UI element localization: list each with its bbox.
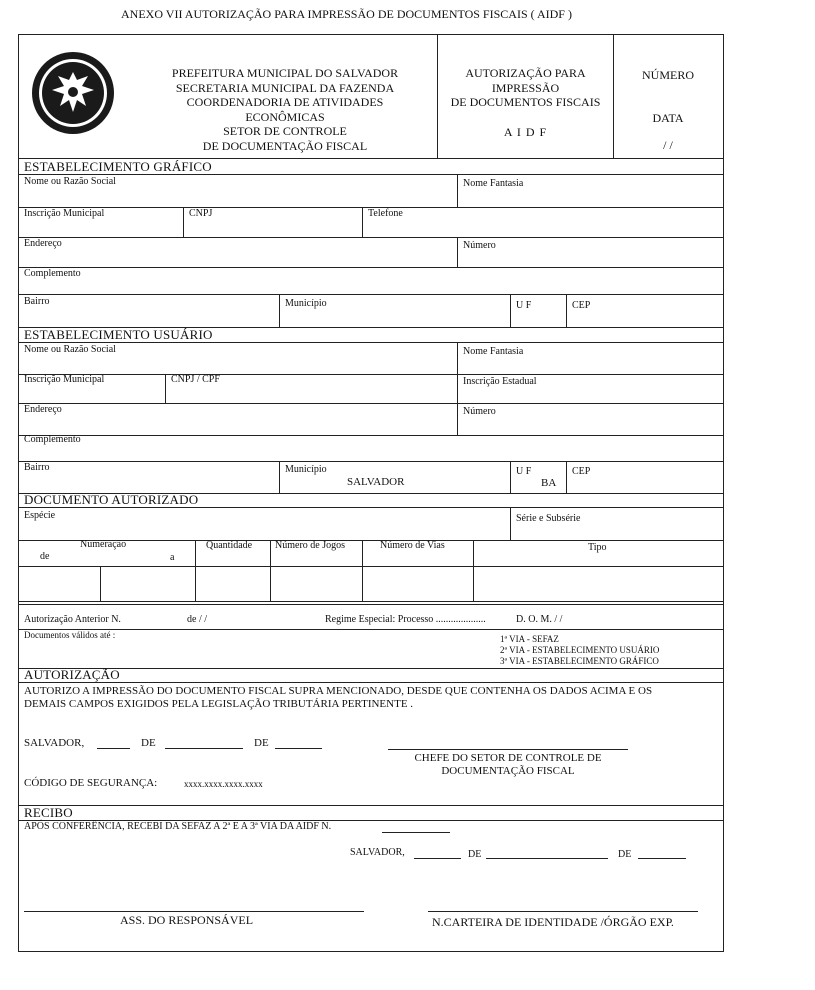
section-recibo-title: RECIBO: [24, 805, 73, 820]
via-1: 1ª VIA - SEFAZ: [500, 634, 559, 644]
divider: [510, 461, 511, 493]
documento-quantidade-label: Quantidade: [206, 540, 253, 551]
divider: [457, 174, 458, 207]
usuario-bairro-label: Bairro: [24, 462, 50, 473]
divider: [165, 374, 166, 403]
section-grafico-title: ESTABELECIMENTO GRÁFICO: [24, 159, 212, 174]
usuario-municipio-label: Município: [285, 464, 327, 475]
numero-label: NÚMERO: [641, 68, 694, 82]
divider: [18, 601, 723, 602]
grafico-inscricao-label: Inscrição Municipal: [24, 208, 105, 219]
usuario-numero-label: Número: [463, 406, 496, 417]
codigo-value: xxxx.xxxx.xxxx.xxxx: [184, 779, 263, 789]
divider: [18, 805, 723, 806]
divider: [362, 207, 363, 237]
usuario-fantasia-label: Nome Fantasia: [463, 346, 524, 357]
auth-block: [438, 66, 613, 110]
via-2: 2ª VIA - ESTABELECIMENTO USUÁRIO: [500, 645, 660, 655]
grafico-bairro-label: Bairro: [24, 296, 50, 307]
org-line: SETOR DE CONTROLE: [223, 124, 347, 138]
divider: [18, 435, 723, 436]
usuario-uf-label: U F: [516, 466, 532, 477]
divider: [18, 629, 723, 630]
annex-title: ANEXO VII AUTORIZAÇÃO PARA IMPRESSÃO DE DOCUMENTOS FISCAIS ( AIDF ): [121, 7, 572, 21]
grafico-cep-label: CEP: [572, 300, 591, 311]
usuario-estadual-label: Inscrição Estadual: [463, 376, 537, 387]
month-blank[interactable]: [165, 748, 243, 749]
month-blank[interactable]: [486, 858, 608, 859]
documento-tipo-label: Tipo: [588, 542, 607, 553]
identidade-line[interactable]: [428, 911, 698, 912]
autorizacao-text-1: AUTORIZO A IMPRESSÃO DO DOCUMENTO FISCAL SUPRA MENCIONADO, DESDE QUE CONTENHA OS DADOS ACIMA E OS: [24, 685, 653, 697]
anterior-validos: Documentos válidos até :: [24, 630, 116, 640]
autorizacao-salvador: SALVADOR,: [24, 737, 85, 749]
usuario-cep-label: CEP: [572, 466, 591, 477]
anterior-dom: D. O. M. / /: [516, 614, 563, 625]
auth-line: IMPRESSÃO: [491, 80, 560, 95]
usuario-nome-label: Nome ou Razão Social: [24, 344, 116, 355]
grafico-uf-label: U F: [516, 300, 532, 311]
documento-especie-label: Espécie: [24, 510, 56, 521]
chefe-line: CHEFE DO SETOR DE CONTROLE DE: [414, 752, 602, 764]
chefe-line: DOCUMENTAÇÃO FISCAL: [441, 765, 575, 777]
divider: [279, 461, 280, 493]
divider: [473, 540, 474, 601]
org-block: [140, 66, 430, 153]
grafico-nome-label: Nome ou Razão Social: [24, 176, 116, 187]
ass-label: ASS. DO RESPONSÁVEL: [120, 913, 254, 927]
documento-de-label: de: [40, 551, 50, 562]
usuario-municipio-value: SALVADOR: [347, 476, 405, 488]
autorizacao-de1: DE: [141, 737, 156, 749]
recibo-salvador: SALVADOR,: [350, 847, 405, 858]
autorizacao-de2: DE: [254, 737, 269, 749]
section-documento-title: DOCUMENTO AUTORIZADO: [24, 492, 199, 507]
divider: [18, 668, 723, 669]
org-line: SECRETARIA MUNICIPAL DA FAZENDA: [175, 80, 395, 95]
grafico-cnpj-label: CNPJ: [189, 208, 213, 219]
divider: [18, 566, 723, 567]
divider: [270, 540, 271, 601]
documento-vias-label: Número de Vias: [380, 540, 445, 551]
aidf-number-blank[interactable]: [382, 832, 450, 833]
divider: [362, 540, 363, 601]
documento-numeracao-label: Numeração: [80, 539, 127, 550]
chefe-signature-line[interactable]: [388, 749, 628, 750]
usuario-endereco-label: Endereço: [24, 404, 62, 415]
divider: [18, 604, 723, 605]
carteira-label: N.CARTEIRA DE IDENTIDADE /ÓRGÃO EXP.: [432, 915, 674, 929]
auth-line: DE DOCUMENTOS FISCAIS: [450, 95, 601, 109]
divider: [457, 237, 458, 267]
documento-serie-label: Série e Subsérie: [516, 513, 581, 524]
aidf-label: A I D F: [503, 125, 548, 139]
grafico-endereco-label: Endereço: [24, 238, 62, 249]
divider: [510, 507, 511, 540]
divider: [566, 461, 567, 493]
anterior-label: Autorização Anterior N.: [24, 614, 121, 625]
recibo-text: APÓS CONFERÊNCIA, RECEBI DA SEFAZ A 2ª E A 3ª VIA DA AIDF N.: [24, 821, 332, 832]
recibo-de2: DE: [618, 849, 632, 860]
via-3: 3ª VIA - ESTABELECIMENTO GRÁFICO: [500, 656, 659, 666]
org-line: ECONÔMICAS: [245, 109, 325, 124]
divider: [457, 374, 458, 403]
divider: [457, 403, 458, 435]
documento-a-label: a: [170, 552, 175, 563]
grafico-complemento-label: Complemento: [24, 268, 81, 279]
divider: [18, 267, 723, 268]
auth-line: AUTORIZAÇÃO PARA: [465, 66, 586, 80]
divider: [18, 342, 723, 343]
divider: [18, 237, 723, 238]
divider: [510, 294, 511, 327]
anterior-de: de / /: [187, 614, 207, 625]
divider: [18, 174, 723, 175]
municipal-seal-icon: [30, 50, 116, 136]
usuario-complemento-label: Complemento: [24, 434, 81, 445]
divider: [457, 342, 458, 374]
year-blank[interactable]: [275, 748, 322, 749]
divider: [18, 403, 723, 404]
responsavel-signature-line[interactable]: [24, 911, 364, 912]
divider: [18, 682, 723, 683]
grafico-fantasia-label: Nome Fantasia: [463, 178, 524, 189]
divider: [279, 294, 280, 327]
divider: [183, 207, 184, 237]
recibo-de1: DE: [468, 849, 482, 860]
grafico-telefone-label: Telefone: [368, 208, 403, 219]
autorizacao-text-2: DEMAIS CAMPOS EXIGIDOS PELA LEGISLAÇÃO TRIBUTÁRIA PERTINENTE .: [24, 698, 414, 710]
divider: [566, 294, 567, 327]
divider: [100, 566, 101, 601]
divider: [18, 507, 723, 508]
year-blank[interactable]: [638, 858, 686, 859]
section-autorizacao-title: AUTORIZAÇÃO: [24, 667, 120, 682]
day-blank[interactable]: [414, 858, 461, 859]
anterior-regime: Regime Especial: Processo ....................: [325, 614, 486, 625]
usuario-uf-value: BA: [541, 477, 557, 489]
grafico-municipio-label: Município: [285, 298, 327, 309]
codigo-label: CÓDIGO DE SEGURANÇA:: [24, 777, 158, 789]
day-blank[interactable]: [97, 748, 130, 749]
divider: [18, 374, 723, 375]
data-value: / /: [663, 138, 673, 152]
data-label: DATA: [652, 111, 684, 125]
section-usuario-title: ESTABELECIMENTO USUÁRIO: [24, 327, 213, 342]
org-line: COORDENADORIA DE ATIVIDADES: [186, 95, 384, 109]
org-line: DE DOCUMENTAÇÃO FISCAL: [202, 138, 368, 153]
grafico-numero-label: Número: [463, 240, 496, 251]
usuario-cnpj-label: CNPJ / CPF: [171, 374, 220, 385]
org-line: PREFEITURA MUNICIPAL DO SALVADOR: [171, 66, 399, 80]
divider: [18, 294, 723, 295]
documento-jogos-label: Número de Jogos: [275, 540, 345, 551]
divider: [18, 461, 723, 462]
usuario-inscricao-label: Inscrição Municipal: [24, 374, 105, 385]
divider: [195, 540, 196, 601]
chefe-block: [388, 752, 628, 778]
